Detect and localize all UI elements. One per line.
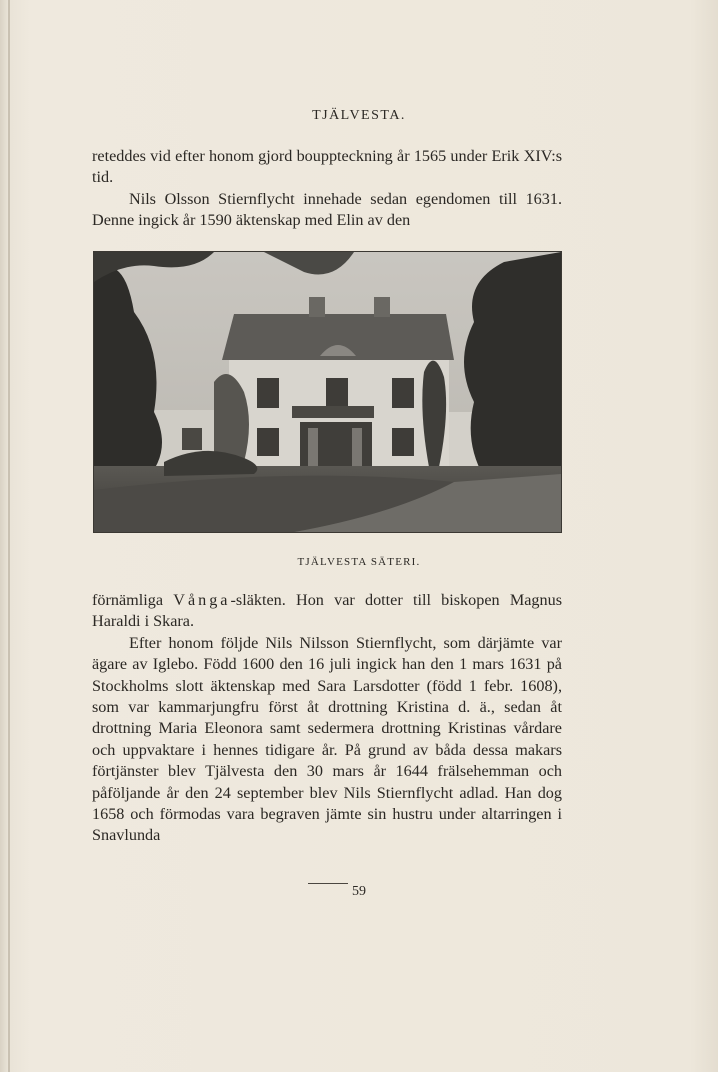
figure-caption: TJÄLVESTA SÄTERI. [297,556,421,568]
paragraph-continuation [92,590,562,633]
running-title: TJÄLVESTA. [312,108,406,123]
text-block-top [92,146,562,232]
paragraph: Nils Olsson Stiernflycht innehade sedan egendomen till 1631. Denne ingick år 1590 äktenskap med Elin av den [92,189,562,230]
text-block-bottom [92,590,562,847]
page-number: 59 [352,884,366,899]
paragraph-continuation: reteddes vid efter honom gjord bouppteckning år 1565 under Erik XIV:s tid. [92,147,562,187]
text-run: förnämliga [92,591,174,609]
binding-edge [8,0,10,1072]
manor-photograph [93,251,562,533]
photograph-of-manor-house [94,252,561,532]
spaced-name: Vånga [173,591,231,609]
paragraph: Efter honom följde Nils Nilsson Stiernflycht, som därjämte var ägare av Iglebo. Född 1600 den 16 juli ingick han den 1 mars 1631 på Stockholms slott äktenskap med Sara Larsdotter (född 1 febr. 1608), som var kammarjungfru först åt drottning Kristina d. ä., sedan åt drottning Maria Eleonora samt sedermera drottning Kristinas vårdare och uppvaktare i hennes tidigare år. På grund av båda dessa makars förtjänster blev Tjälvesta den 30 mars år 1644 frälsehemman och påföljande år den 24 september blev Nils Stiernflycht adlad. Han dog 1658 och förmodas vara begraven jämte sin hustru under altarringen i Snavlunda [92,633,562,845]
text-run: -släkten. Hon var dotter till biskopen Magnus Haraldi i Skara. [92,591,562,631]
